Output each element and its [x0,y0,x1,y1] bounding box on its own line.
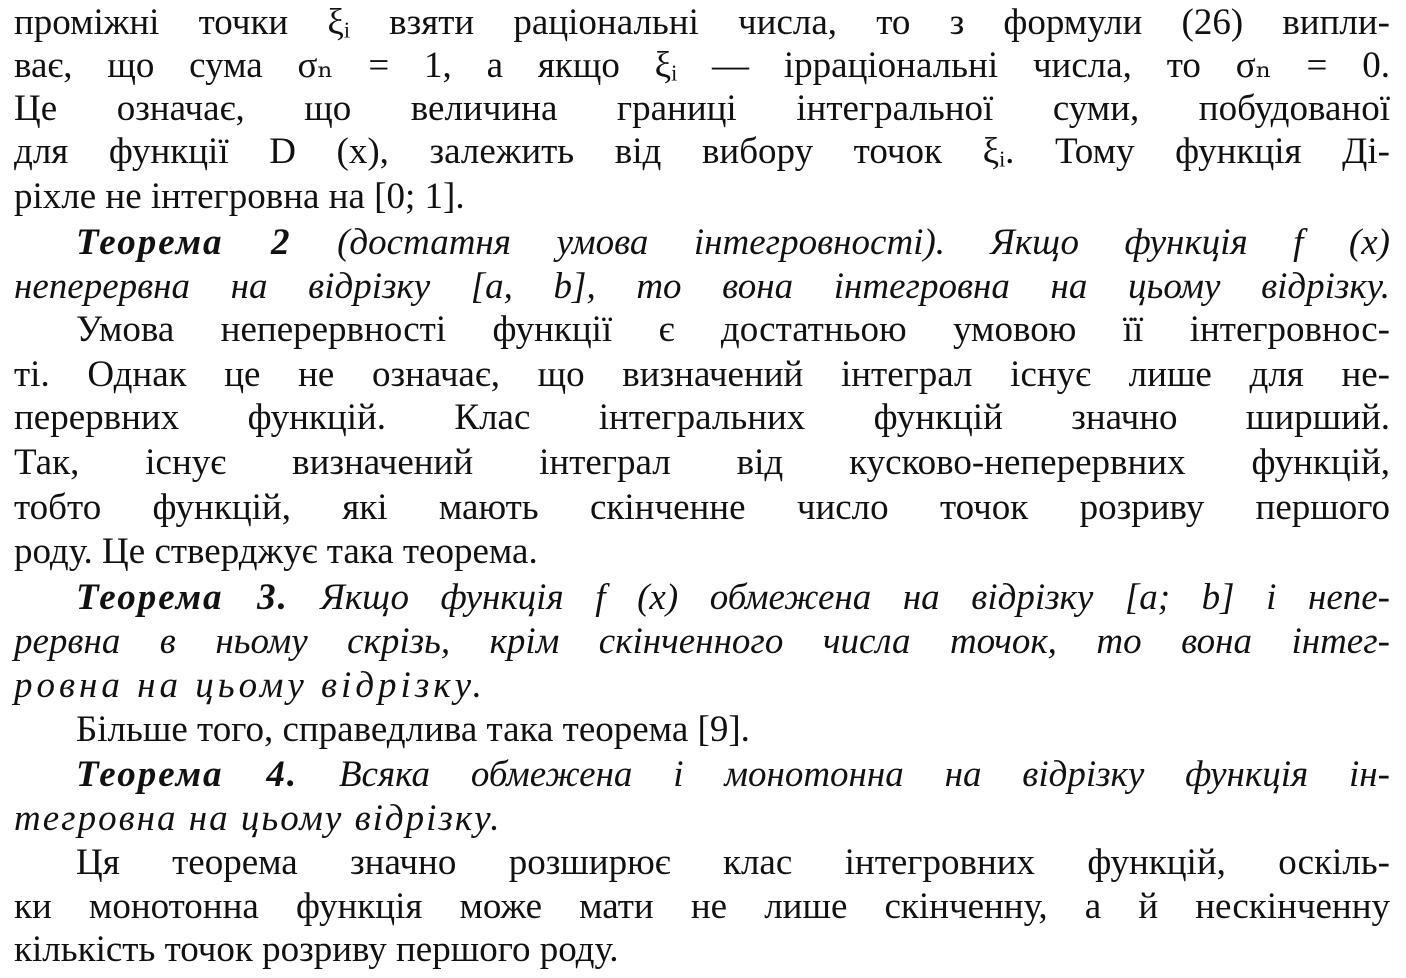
text-line: проміжні точки ξᵢ взяти раціональні числа, то з формули (26) випли- [14,2,1390,43]
theorem-3-line [76,575,1390,621]
theorem-2-line [76,220,1390,266]
text-line: ки монотонна функція може мати не лише скінченну, а й нескінченну [14,886,1390,927]
text-line: роду. Це стверджує така теорема. [14,531,538,572]
theorem-label: Теорема 2 [76,222,292,263]
text-line: ті. Однак це не означає, що визначений інтеграл існує лише для не- [14,354,1390,395]
text-line: неперервна на відрізку [a, b], то вона інтегровна на цьому відрізку. [14,266,1390,307]
theorem-text: Всяка обмежена і монотонна на відрізку функція ін- [298,754,1390,795]
text-line: ровна на цьому відрізку. [14,665,486,706]
text-line: для функції D (x), залежить від вибору точок ξᵢ. Тому функція Ді- [14,131,1390,172]
text-line: Умова неперервності функції є достатньою умовою її інтегровнос- [76,309,1390,350]
text-line: рервна в ньому скрізь, крім скінченного числа точок, то вона інтег- [14,621,1390,662]
text-line: ріхле не інтегровна на [0; 1]. [14,176,465,217]
text-line: тобто функцій, які мають скінченне число точок розриву першого [14,487,1390,528]
text-line: перервних функцій. Клас інтегральних функцій значно ширший. [14,397,1390,438]
theorem-text: Якщо функція f (x) обмежена на відрізку [a; b] і непе- [288,577,1390,618]
text-line: Це означає, що величина границі інтегральної суми, побудованої [14,88,1390,129]
text-line: ває, що сума σₙ = 1, а якщо ξᵢ — ірраціональні числа, то σₙ = 0. [14,45,1390,86]
text-line: Так, існує визначений інтеграл від кусково-неперервних функцій, [14,442,1390,483]
text-line: тегровна на цьому відрізку. [14,798,502,839]
text-line: кількість точок розриву першого роду. [14,929,619,970]
theorem-text: (достатня умова інтегровності). Якщо функція f (x) [291,222,1390,263]
text-line: Більше того, справедлива така теорема [9]. [76,709,750,750]
theorem-label: Теорема 3. [76,577,289,618]
text-line: Ця теорема значно розширює клас інтегровних функцій, оскіль- [76,842,1390,883]
theorem-4-line [76,752,1390,798]
theorem-label: Теорема 4. [76,754,299,795]
